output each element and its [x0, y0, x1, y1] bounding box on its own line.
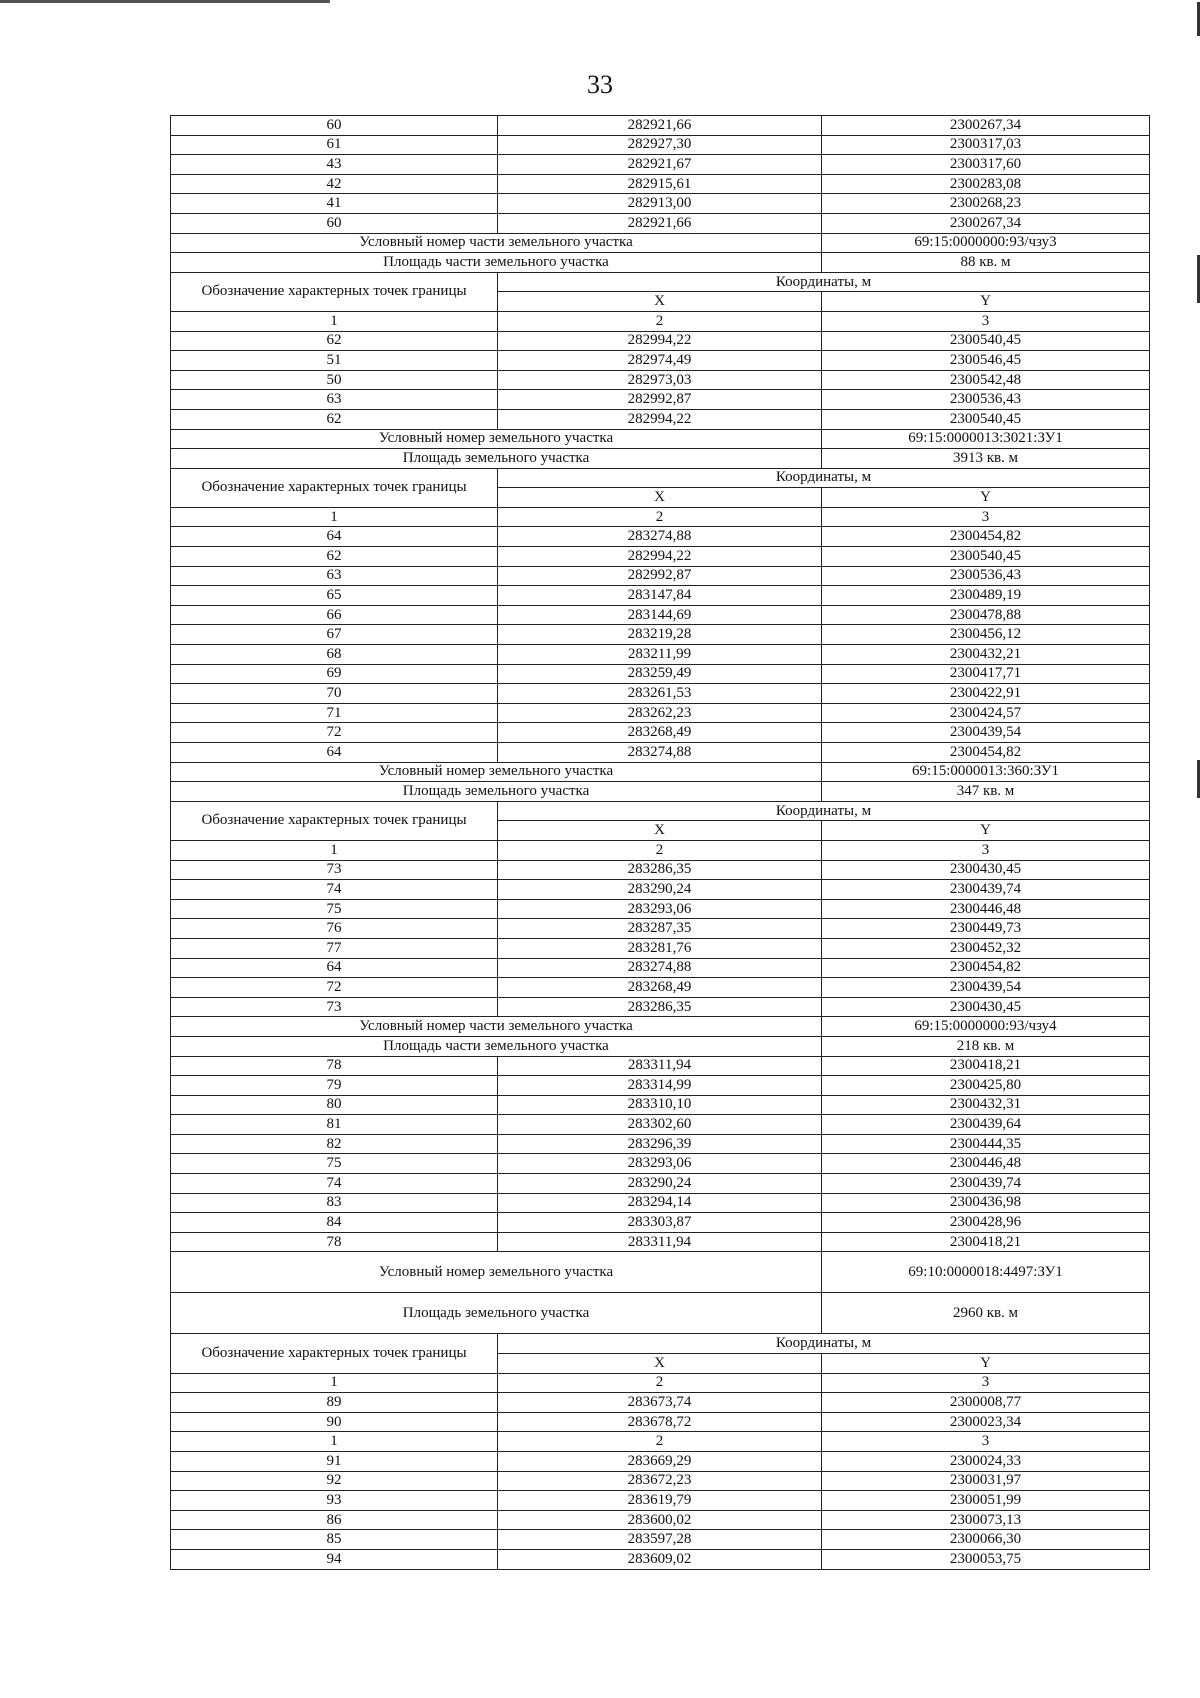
x-coordinate-cell: 283303,87	[498, 1213, 822, 1233]
table-row	[171, 194, 1150, 214]
point-id-cell: 72	[171, 723, 498, 743]
y-coordinate-cell: 3	[822, 311, 1150, 331]
parcel-info-value: 347 кв. м	[822, 782, 1150, 802]
point-id-cell: 80	[171, 1095, 498, 1115]
table-row	[171, 1373, 1150, 1393]
y-coordinate-cell: 2300267,34	[822, 213, 1150, 233]
point-id-cell: 79	[171, 1076, 498, 1096]
point-id-cell: 77	[171, 938, 498, 958]
point-id-cell: 64	[171, 743, 498, 763]
y-coordinate-cell: 2300422,91	[822, 684, 1150, 704]
x-coordinate-cell: 282927,30	[498, 135, 822, 155]
y-coordinate-cell: 2300446,48	[822, 1154, 1150, 1174]
y-coordinate-cell: 2300540,45	[822, 331, 1150, 351]
x-coordinate-cell: 282992,87	[498, 566, 822, 586]
y-coordinate-cell: 2300417,71	[822, 664, 1150, 684]
table-row	[171, 840, 1150, 860]
x-coordinate-cell: 282921,66	[498, 116, 822, 136]
y-coordinate-cell: 2300439,54	[822, 978, 1150, 998]
table-header-row	[171, 272, 1150, 292]
table-row	[171, 155, 1150, 175]
point-id-cell: 78	[171, 1056, 498, 1076]
x-coordinate-cell: 283678,72	[498, 1412, 822, 1432]
point-id-cell: 91	[171, 1452, 498, 1472]
x-coordinate-cell: 283311,94	[498, 1232, 822, 1252]
parcel-info-value: 218 кв. м	[822, 1036, 1150, 1056]
point-id-cell: 1	[171, 1373, 498, 1393]
parcel-info-value: 88 кв. м	[822, 253, 1150, 273]
parcel-info-value: 69:15:0000013:3021:ЗУ1	[822, 429, 1150, 449]
point-id-cell: 89	[171, 1393, 498, 1413]
parcel-info-row	[171, 1017, 1150, 1037]
x-coordinate-cell: 282992,87	[498, 390, 822, 410]
x-coordinate-cell: 283672,23	[498, 1471, 822, 1491]
table-row	[171, 1471, 1150, 1491]
y-column-header: Y	[822, 488, 1150, 508]
parcel-info-row	[171, 429, 1150, 449]
point-id-cell: 73	[171, 997, 498, 1017]
point-id-cell: 1	[171, 840, 498, 860]
coordinates-header: Координаты, м	[498, 1334, 1150, 1354]
parcel-info-value: 69:15:0000000:93/чзу3	[822, 233, 1150, 253]
table-row	[171, 527, 1150, 547]
x-coordinate-cell: 283268,49	[498, 723, 822, 743]
point-id-cell: 94	[171, 1549, 498, 1569]
y-coordinate-cell: 2300478,88	[822, 605, 1150, 625]
y-coordinate-cell: 2300317,60	[822, 155, 1150, 175]
point-id-cell: 74	[171, 1174, 498, 1194]
x-coordinate-cell: 282921,67	[498, 155, 822, 175]
table-row	[171, 1510, 1150, 1530]
table-row	[171, 586, 1150, 606]
parcel-info-label: Площадь части земельного участка	[171, 1036, 822, 1056]
x-coordinate-cell: 283147,84	[498, 586, 822, 606]
point-id-cell: 93	[171, 1491, 498, 1511]
table-row	[171, 997, 1150, 1017]
x-coordinate-cell: 282915,61	[498, 174, 822, 194]
point-id-cell: 92	[171, 1471, 498, 1491]
x-coordinate-cell: 283311,94	[498, 1056, 822, 1076]
point-id-cell: 43	[171, 155, 498, 175]
table-row	[171, 1193, 1150, 1213]
point-id-cell: 90	[171, 1412, 498, 1432]
point-id-cell: 68	[171, 645, 498, 665]
boundary-points-header: Обозначение характерных точек границы	[171, 1334, 498, 1373]
parcel-info-value: 69:10:0000018:4497:ЗУ1	[822, 1252, 1150, 1293]
x-coordinate-cell: 283669,29	[498, 1452, 822, 1472]
point-id-cell: 82	[171, 1134, 498, 1154]
point-id-cell: 60	[171, 213, 498, 233]
table-row	[171, 645, 1150, 665]
y-column-header: Y	[822, 1354, 1150, 1374]
x-coordinate-cell: 283619,79	[498, 1491, 822, 1511]
y-coordinate-cell: 2300439,64	[822, 1115, 1150, 1135]
point-id-cell: 1	[171, 1432, 498, 1452]
point-id-cell: 70	[171, 684, 498, 704]
point-id-cell: 75	[171, 1154, 498, 1174]
x-coordinate-cell: 283597,28	[498, 1530, 822, 1550]
x-column-header: X	[498, 488, 822, 508]
table-row	[171, 1491, 1150, 1511]
x-coordinate-cell: 283609,02	[498, 1549, 822, 1569]
x-coordinate-cell: 282994,22	[498, 547, 822, 567]
y-coordinate-cell: 2300439,74	[822, 880, 1150, 900]
x-coordinate-cell: 283293,06	[498, 899, 822, 919]
point-id-cell: 66	[171, 605, 498, 625]
x-coordinate-cell: 2	[498, 311, 822, 331]
table-row	[171, 1174, 1150, 1194]
x-coordinate-cell: 2	[498, 1373, 822, 1393]
y-coordinate-cell: 2300536,43	[822, 390, 1150, 410]
y-coordinate-cell: 2300425,80	[822, 1076, 1150, 1096]
table-row	[171, 331, 1150, 351]
table-row	[171, 625, 1150, 645]
table-header-row	[171, 1334, 1150, 1354]
x-coordinate-cell: 282994,22	[498, 409, 822, 429]
x-coordinate-cell: 283296,39	[498, 1134, 822, 1154]
table-row	[171, 958, 1150, 978]
x-coordinate-cell: 282973,03	[498, 370, 822, 390]
x-coordinate-cell: 283268,49	[498, 978, 822, 998]
table-row	[171, 1530, 1150, 1550]
parcel-info-row	[171, 1293, 1150, 1334]
y-coordinate-cell: 2300432,21	[822, 645, 1150, 665]
x-coordinate-cell: 283290,24	[498, 1174, 822, 1194]
x-coordinate-cell: 283600,02	[498, 1510, 822, 1530]
y-coordinate-cell: 2300418,21	[822, 1056, 1150, 1076]
parcel-info-row	[171, 1252, 1150, 1293]
parcel-info-value: 3913 кв. м	[822, 449, 1150, 469]
point-id-cell: 74	[171, 880, 498, 900]
point-id-cell: 64	[171, 958, 498, 978]
table-row	[171, 1412, 1150, 1432]
point-id-cell: 69	[171, 664, 498, 684]
x-coordinate-cell: 283211,99	[498, 645, 822, 665]
table-row	[171, 174, 1150, 194]
table-row	[171, 370, 1150, 390]
x-coordinate-cell: 283281,76	[498, 938, 822, 958]
scan-edge-artifact	[0, 0, 330, 3]
y-coordinate-cell: 2300454,82	[822, 958, 1150, 978]
point-id-cell: 41	[171, 194, 498, 214]
y-coordinate-cell: 2300283,08	[822, 174, 1150, 194]
table-row	[171, 978, 1150, 998]
table-row	[171, 1232, 1150, 1252]
x-coordinate-cell: 283310,10	[498, 1095, 822, 1115]
y-coordinate-cell: 2300317,03	[822, 135, 1150, 155]
point-id-cell: 85	[171, 1530, 498, 1550]
table-row	[171, 1076, 1150, 1096]
coordinates-table	[170, 115, 1150, 1570]
point-id-cell: 64	[171, 527, 498, 547]
y-coordinate-cell: 2300428,96	[822, 1213, 1150, 1233]
boundary-points-header: Обозначение характерных точек границы	[171, 801, 498, 840]
table-row	[171, 703, 1150, 723]
x-coordinate-cell: 283302,60	[498, 1115, 822, 1135]
y-coordinate-cell: 2300439,54	[822, 723, 1150, 743]
y-column-header: Y	[822, 821, 1150, 841]
point-id-cell: 76	[171, 919, 498, 939]
table-header-row	[171, 468, 1150, 488]
table-row	[171, 116, 1150, 136]
point-id-cell: 65	[171, 586, 498, 606]
y-coordinate-cell: 2300454,82	[822, 527, 1150, 547]
point-id-cell: 62	[171, 409, 498, 429]
point-id-cell: 60	[171, 116, 498, 136]
point-id-cell: 50	[171, 370, 498, 390]
x-coordinate-cell: 283274,88	[498, 958, 822, 978]
parcel-info-label: Условный номер земельного участка	[171, 762, 822, 782]
table-row	[171, 135, 1150, 155]
x-coordinate-cell: 282974,49	[498, 351, 822, 371]
x-coordinate-cell: 283287,35	[498, 919, 822, 939]
coordinates-header: Координаты, м	[498, 468, 1150, 488]
x-column-header: X	[498, 1354, 822, 1374]
x-coordinate-cell: 282913,00	[498, 194, 822, 214]
point-id-cell: 63	[171, 566, 498, 586]
x-coordinate-cell: 283293,06	[498, 1154, 822, 1174]
page-number: 33	[587, 70, 613, 99]
parcel-info-row	[171, 1036, 1150, 1056]
parcel-info-row	[171, 233, 1150, 253]
x-column-header: X	[498, 821, 822, 841]
table-row	[171, 860, 1150, 880]
y-coordinate-cell: 2300432,31	[822, 1095, 1150, 1115]
x-coordinate-cell: 283219,28	[498, 625, 822, 645]
table-row	[171, 1056, 1150, 1076]
parcel-info-label: Условный номер части земельного участка	[171, 1017, 822, 1037]
y-coordinate-cell: 2300418,21	[822, 1232, 1150, 1252]
parcel-info-label: Площадь земельного участка	[171, 449, 822, 469]
table-row	[171, 390, 1150, 410]
table-row	[171, 1213, 1150, 1233]
point-id-cell: 83	[171, 1193, 498, 1213]
point-id-cell: 71	[171, 703, 498, 723]
y-coordinate-cell: 2300024,33	[822, 1452, 1150, 1472]
x-coordinate-cell: 283144,69	[498, 605, 822, 625]
x-coordinate-cell: 283286,35	[498, 997, 822, 1017]
y-coordinate-cell: 2300051,99	[822, 1491, 1150, 1511]
table-row	[171, 899, 1150, 919]
x-coordinate-cell: 282921,66	[498, 213, 822, 233]
point-id-cell: 51	[171, 351, 498, 371]
parcel-info-label: Условный номер земельного участка	[171, 429, 822, 449]
coordinates-header: Координаты, м	[498, 272, 1150, 292]
table-row	[171, 547, 1150, 567]
x-coordinate-cell: 283259,49	[498, 664, 822, 684]
y-coordinate-cell: 2300031,97	[822, 1471, 1150, 1491]
table-row	[171, 1549, 1150, 1569]
parcel-info-label: Площадь земельного участка	[171, 1293, 822, 1334]
y-coordinate-cell: 2300008,77	[822, 1393, 1150, 1413]
parcel-info-row	[171, 449, 1150, 469]
table-row	[171, 664, 1150, 684]
y-coordinate-cell: 2300066,30	[822, 1530, 1150, 1550]
table-row	[171, 213, 1150, 233]
point-id-cell: 86	[171, 1510, 498, 1530]
y-coordinate-cell: 2300267,34	[822, 116, 1150, 136]
x-coordinate-cell: 283261,53	[498, 684, 822, 704]
point-id-cell: 1	[171, 311, 498, 331]
boundary-points-header: Обозначение характерных точек границы	[171, 272, 498, 311]
table-row	[171, 605, 1150, 625]
y-coordinate-cell: 2300430,45	[822, 997, 1150, 1017]
table-row	[171, 1134, 1150, 1154]
x-coordinate-cell: 283286,35	[498, 860, 822, 880]
y-coordinate-cell: 3	[822, 1373, 1150, 1393]
y-coordinate-cell: 2300053,75	[822, 1549, 1150, 1569]
point-id-cell: 78	[171, 1232, 498, 1252]
x-coordinate-cell: 283274,88	[498, 743, 822, 763]
table-row	[171, 507, 1150, 527]
parcel-info-label: Площадь земельного участка	[171, 782, 822, 802]
point-id-cell: 62	[171, 331, 498, 351]
coordinates-table-body	[171, 116, 1150, 1570]
x-coordinate-cell: 283673,74	[498, 1393, 822, 1413]
x-coordinate-cell: 283314,99	[498, 1076, 822, 1096]
table-row	[171, 684, 1150, 704]
table-row	[171, 1095, 1150, 1115]
y-coordinate-cell: 2300456,12	[822, 625, 1150, 645]
parcel-info-value: 2960 кв. м	[822, 1293, 1150, 1334]
x-coordinate-cell: 283274,88	[498, 527, 822, 547]
parcel-info-row	[171, 253, 1150, 273]
table-row	[171, 1393, 1150, 1413]
boundary-points-header: Обозначение характерных точек границы	[171, 468, 498, 507]
x-coordinate-cell: 2	[498, 840, 822, 860]
y-coordinate-cell: 2300023,34	[822, 1412, 1150, 1432]
y-coordinate-cell: 2300424,57	[822, 703, 1150, 723]
parcel-info-row	[171, 782, 1150, 802]
table-row	[171, 919, 1150, 939]
y-coordinate-cell: 2300446,48	[822, 899, 1150, 919]
table-row	[171, 311, 1150, 331]
table-row	[171, 1115, 1150, 1135]
y-coordinate-cell: 2300073,13	[822, 1510, 1150, 1530]
y-coordinate-cell: 2300540,45	[822, 409, 1150, 429]
y-column-header: Y	[822, 292, 1150, 312]
parcel-info-label: Условный номер земельного участка	[171, 1252, 822, 1293]
y-coordinate-cell: 2300444,35	[822, 1134, 1150, 1154]
y-coordinate-cell: 2300454,82	[822, 743, 1150, 763]
parcel-info-value: 69:15:0000000:93/чзу4	[822, 1017, 1150, 1037]
point-id-cell: 42	[171, 174, 498, 194]
point-id-cell: 81	[171, 1115, 498, 1135]
y-coordinate-cell: 2300536,43	[822, 566, 1150, 586]
table-row	[171, 1432, 1150, 1452]
x-coordinate-cell: 282994,22	[498, 331, 822, 351]
x-column-header: X	[498, 292, 822, 312]
y-coordinate-cell: 2300449,73	[822, 919, 1150, 939]
table-row	[171, 1452, 1150, 1472]
table-row	[171, 880, 1150, 900]
y-coordinate-cell: 2300540,45	[822, 547, 1150, 567]
y-coordinate-cell: 2300546,45	[822, 351, 1150, 371]
point-id-cell: 67	[171, 625, 498, 645]
point-id-cell: 1	[171, 507, 498, 527]
y-coordinate-cell: 3	[822, 840, 1150, 860]
y-coordinate-cell: 2300452,32	[822, 938, 1150, 958]
point-id-cell: 84	[171, 1213, 498, 1233]
table-row	[171, 743, 1150, 763]
y-coordinate-cell: 2300439,74	[822, 1174, 1150, 1194]
x-coordinate-cell: 2	[498, 1432, 822, 1452]
coordinates-header: Координаты, м	[498, 801, 1150, 821]
x-coordinate-cell: 283290,24	[498, 880, 822, 900]
table-row	[171, 351, 1150, 371]
point-id-cell: 61	[171, 135, 498, 155]
parcel-info-label: Площадь части земельного участка	[171, 253, 822, 273]
y-coordinate-cell: 2300268,23	[822, 194, 1150, 214]
y-coordinate-cell: 2300489,19	[822, 586, 1150, 606]
table-header-row	[171, 801, 1150, 821]
y-coordinate-cell: 2300430,45	[822, 860, 1150, 880]
table-row	[171, 723, 1150, 743]
point-id-cell: 62	[171, 547, 498, 567]
y-coordinate-cell: 3	[822, 1432, 1150, 1452]
x-coordinate-cell: 283262,23	[498, 703, 822, 723]
y-coordinate-cell: 2300542,48	[822, 370, 1150, 390]
point-id-cell: 72	[171, 978, 498, 998]
table-row	[171, 566, 1150, 586]
parcel-info-row	[171, 762, 1150, 782]
x-coordinate-cell: 283294,14	[498, 1193, 822, 1213]
parcel-info-value: 69:15:0000013:360:ЗУ1	[822, 762, 1150, 782]
table-row	[171, 1154, 1150, 1174]
table-row	[171, 409, 1150, 429]
point-id-cell: 75	[171, 899, 498, 919]
table-row	[171, 938, 1150, 958]
parcel-info-label: Условный номер части земельного участка	[171, 233, 822, 253]
point-id-cell: 63	[171, 390, 498, 410]
y-coordinate-cell: 2300436,98	[822, 1193, 1150, 1213]
x-coordinate-cell: 2	[498, 507, 822, 527]
y-coordinate-cell: 3	[822, 507, 1150, 527]
point-id-cell: 73	[171, 860, 498, 880]
